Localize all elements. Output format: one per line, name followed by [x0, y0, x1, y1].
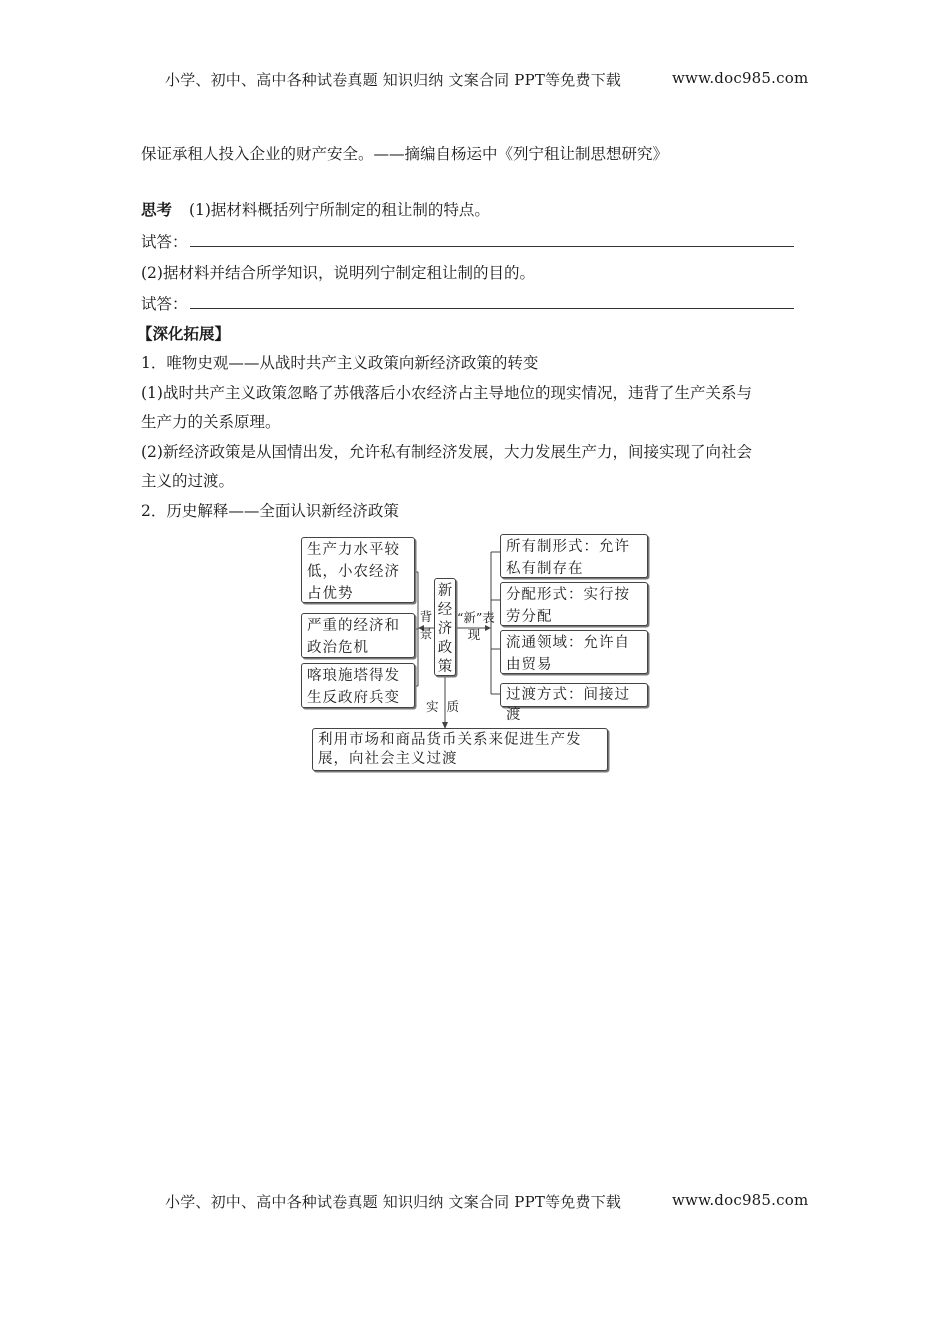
- header-text: 小学、初中、高中各种试卷真题 知识归纳 文案合同 PPT等免费下载: [165, 71, 622, 89]
- question-1-text: (1)据材料概括列宁所制定的租让制的特点。: [188, 201, 490, 219]
- think-label: 思考: [141, 200, 173, 219]
- source-citation-line: 保证承租人投入企业的财产安全。——摘编自杨运中《列宁租让制思想研究》: [141, 145, 669, 163]
- item-2-title: 2．历史解释——全面认识新经济政策: [141, 502, 399, 520]
- item-1-paragraph-2-line-2: 主义的过渡。: [141, 472, 235, 490]
- section-title: 【深化拓展】: [137, 324, 231, 343]
- manifestation-box-circulation: 流通领域：允许自由贸易: [500, 630, 648, 674]
- footer-text: 小学、初中、高中各种试卷真题 知识归纳 文案合同 PPT等免费下载: [165, 1193, 622, 1211]
- question-2-text: (2)据材料并结合所学知识，说明列宁制定租让制的目的。: [141, 264, 535, 282]
- item-1-title: 1．唯物史观——从战时共产主义政策向新经济政策的转变: [141, 354, 539, 372]
- manifestation-box-transition: 过渡方式：间接过渡: [500, 683, 648, 707]
- center-box-new-economic-policy: 新经济政策: [434, 578, 456, 676]
- essence-label: 实 质: [426, 699, 459, 714]
- item-1-paragraph-1-line-1: (1)战时共产主义政策忽略了苏俄落后小农经济占主导地位的现实情况，违背了生产关系与: [141, 384, 752, 402]
- manifestation-label: “新”表现: [457, 610, 495, 642]
- background-box-3: 喀琅施塔得发生反政府兵变: [301, 663, 415, 708]
- background-label: 背景: [419, 609, 433, 641]
- answer-label-1: 试答：: [141, 233, 188, 251]
- manifestation-box-distribution: 分配形式：实行按劳分配: [500, 582, 648, 626]
- page-footer: [165, 1191, 809, 1212]
- item-1-paragraph-2-line-1: (2)新经济政策是从国情出发，允许私有制经济发展，大力发展生产力，间接实现了向社会: [141, 443, 752, 461]
- item-1-paragraph-1-line-2: 生产力的关系原理。: [141, 413, 281, 431]
- essence-box: 利用市场和商品货币关系来促进生产发展，向社会主义过渡: [312, 728, 608, 771]
- answer-label-2: 试答：: [141, 295, 188, 313]
- header-site-link[interactable]: www.doc985.com: [672, 69, 809, 87]
- background-box-1: 生产力水平较低，小农经济占优势: [301, 537, 415, 603]
- footer-site-link[interactable]: www.doc985.com: [672, 1191, 809, 1209]
- manifestation-box-ownership: 所有制形式：允许私有制存在: [500, 534, 648, 578]
- background-box-2: 严重的经济和政治危机: [301, 613, 415, 658]
